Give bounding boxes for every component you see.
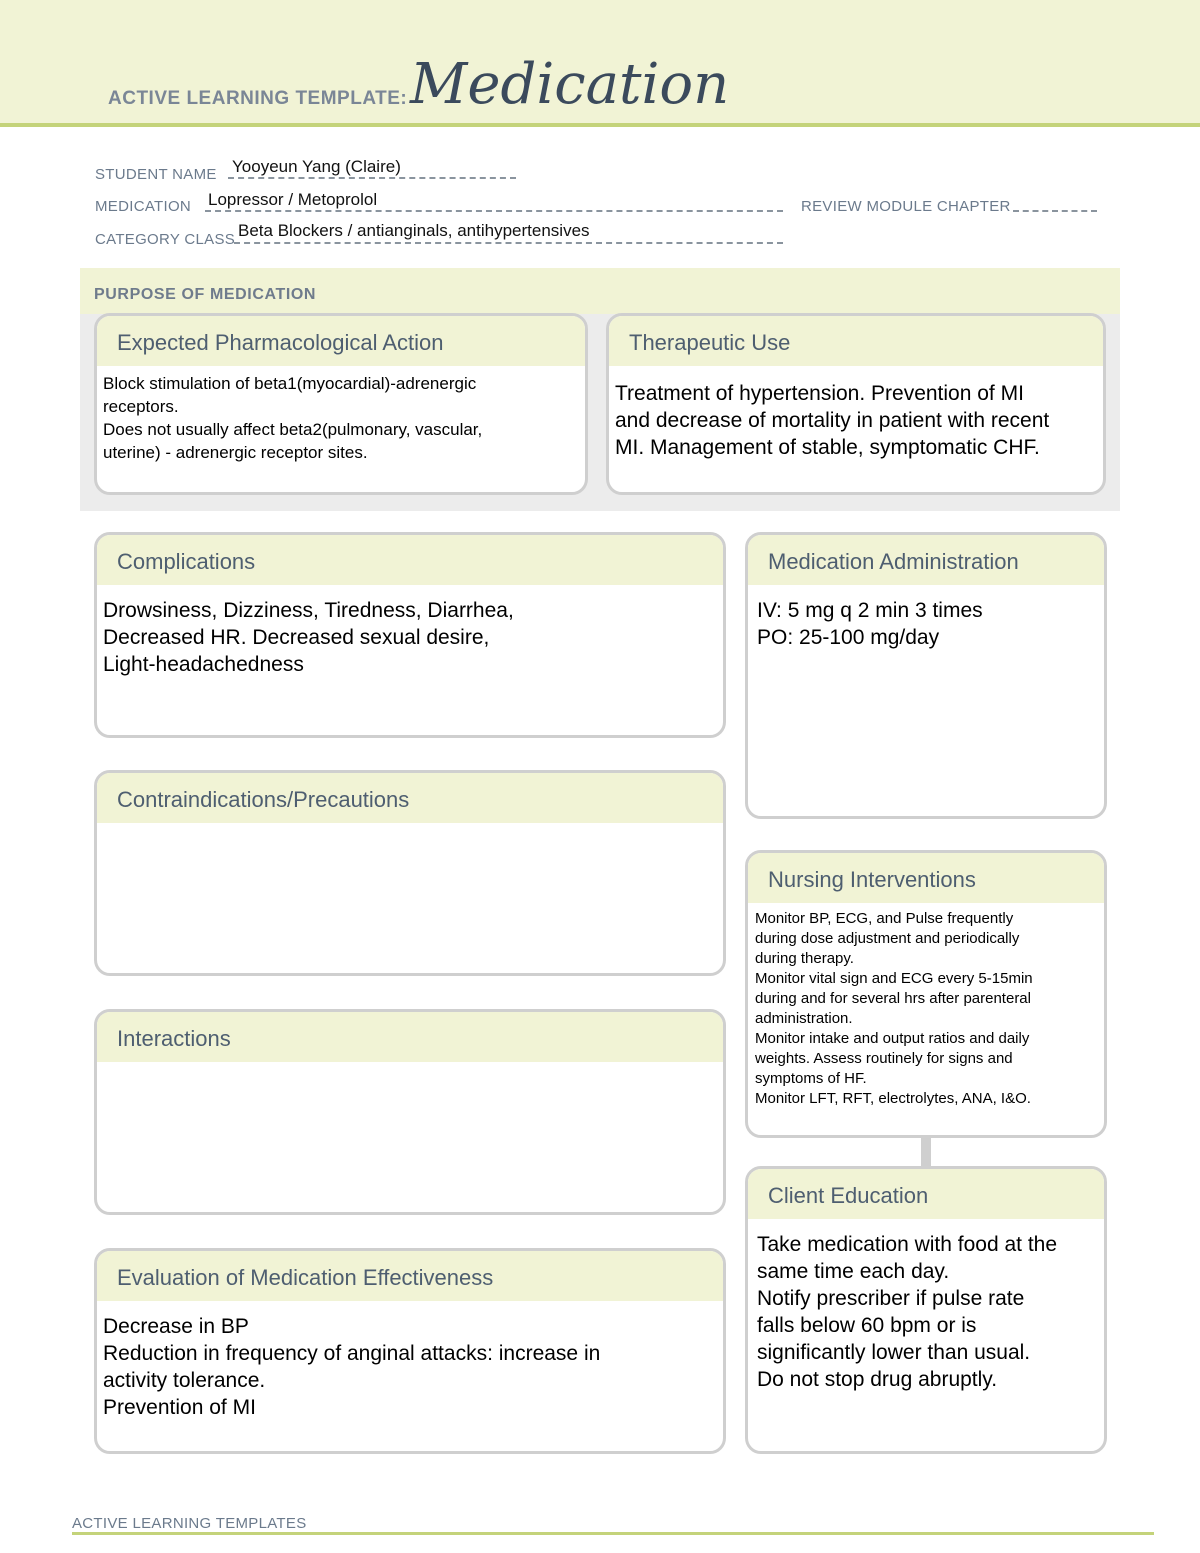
text-line: Light-headachedness — [103, 653, 304, 676]
contraindications-card — [94, 770, 726, 976]
text-line: Block stimulation of beta1(myocardial)-adrenergic — [103, 374, 477, 393]
category-class-field[interactable]: Beta Blockers / antianginals, antihypertensives — [238, 221, 590, 240]
expected-action-card — [94, 313, 588, 495]
review-module-field[interactable] — [1013, 210, 1097, 212]
category-class-underline — [234, 242, 783, 244]
text-line: activity tolerance. — [103, 1369, 266, 1392]
template-label: ACTIVE LEARNING TEMPLATE: — [108, 88, 408, 109]
medication-field[interactable]: Lopressor / Metoprolol — [208, 190, 378, 209]
therapeutic-use-title: Therapeutic Use — [609, 316, 1103, 366]
evaluation-card — [94, 1248, 726, 1454]
student-name-underline — [228, 177, 516, 179]
expected-action-title: Expected Pharmacological Action — [97, 316, 585, 366]
nursing-interventions-text[interactable] — [748, 903, 1104, 1109]
text-line: Do not stop drug abruptly. — [757, 1368, 998, 1391]
footer-divider — [72, 1532, 1154, 1535]
medication-administration-title: Medication Administration — [748, 535, 1104, 585]
student-name-field[interactable]: Yooyeun Yang (Claire) — [232, 157, 401, 176]
medication-administration-card — [745, 532, 1107, 819]
nursing-interventions-title: Nursing Interventions — [748, 853, 1104, 903]
text-line: IV: 5 mg q 2 min 3 times — [757, 599, 983, 622]
interactions-title: Interactions — [97, 1012, 723, 1062]
category-class-label: CATEGORY CLASS — [95, 231, 236, 248]
text-line: Monitor LFT, RFT, electrolytes, ANA, I&O. — [755, 1090, 1031, 1107]
therapeutic-use-text[interactable] — [609, 366, 1103, 461]
text-line: Does not usually affect beta2(pulmonary, vascular, — [103, 420, 483, 439]
text-line: and decrease of mortality in patient with recent — [615, 409, 1050, 432]
text-line: Treatment of hypertension. Prevention of MI — [615, 382, 1024, 405]
client-education-title: Client Education — [748, 1169, 1104, 1219]
expected-action-text[interactable] — [97, 366, 585, 464]
purpose-title: PURPOSE OF MEDICATION — [94, 286, 317, 303]
card-connector — [921, 1136, 931, 1166]
text-line: Monitor vital sign and ECG every 5-15min — [755, 970, 1033, 987]
text-line: administration. — [755, 1010, 853, 1027]
text-line: symptoms of HF. — [755, 1070, 867, 1087]
header-divider — [0, 123, 1200, 127]
medication-administration-text[interactable] — [748, 585, 1104, 651]
medication-underline — [205, 210, 783, 212]
text-line: during dose adjustment and periodically — [755, 930, 1020, 947]
text-line: MI. Management of stable, symptomatic CHF. — [615, 436, 1040, 459]
text-line: PO: 25-100 mg/day — [757, 626, 940, 649]
text-line: Prevention of MI — [103, 1396, 256, 1419]
contraindications-text[interactable] — [97, 823, 723, 829]
text-line: during therapy. — [755, 950, 854, 967]
text-line: Drowsiness, Dizziness, Tiredness, Diarrhea, — [103, 599, 514, 622]
nursing-interventions-card — [745, 850, 1107, 1138]
client-education-card — [745, 1166, 1107, 1454]
text-line: Take medication with food at the — [757, 1233, 1058, 1256]
footer-label: ACTIVE LEARNING TEMPLATES — [72, 1515, 307, 1532]
page-title: Medication — [410, 52, 730, 117]
text-line: during and for several hrs after parenteral — [755, 990, 1031, 1007]
text-line: Reduction in frequency of anginal attacks: increase in — [103, 1342, 601, 1365]
complications-card — [94, 532, 726, 738]
text-line: Decreased HR. Decreased sexual desire, — [103, 626, 490, 649]
text-line: Monitor BP, ECG, and Pulse frequently — [755, 910, 1014, 927]
interactions-text[interactable] — [97, 1062, 723, 1068]
text-line: significantly lower than usual. — [757, 1341, 1031, 1364]
complications-text[interactable] — [97, 585, 723, 678]
evaluation-title: Evaluation of Medication Effectiveness — [97, 1251, 723, 1301]
medication-label: MEDICATION — [95, 198, 192, 215]
text-line: uterine) - adrenergic receptor sites. — [103, 443, 368, 462]
text-line: Notify prescriber if pulse rate — [757, 1287, 1025, 1310]
student-name-label: STUDENT NAME — [95, 166, 217, 183]
complications-title: Complications — [97, 535, 723, 585]
text-line: Monitor intake and output ratios and daily — [755, 1030, 1030, 1047]
client-education-text[interactable] — [748, 1219, 1104, 1393]
contraindications-title: Contraindications/Precautions — [97, 773, 723, 823]
review-module-label: REVIEW MODULE CHAPTER — [801, 198, 1011, 215]
therapeutic-use-card — [606, 313, 1106, 495]
text-line: receptors. — [103, 397, 179, 416]
text-line: Decrease in BP — [103, 1315, 249, 1338]
evaluation-text[interactable] — [97, 1301, 723, 1421]
interactions-card — [94, 1009, 726, 1215]
text-line: weights. Assess routinely for signs and — [755, 1050, 1013, 1067]
text-line: falls below 60 bpm or is — [757, 1314, 977, 1337]
text-line: same time each day. — [757, 1260, 950, 1283]
